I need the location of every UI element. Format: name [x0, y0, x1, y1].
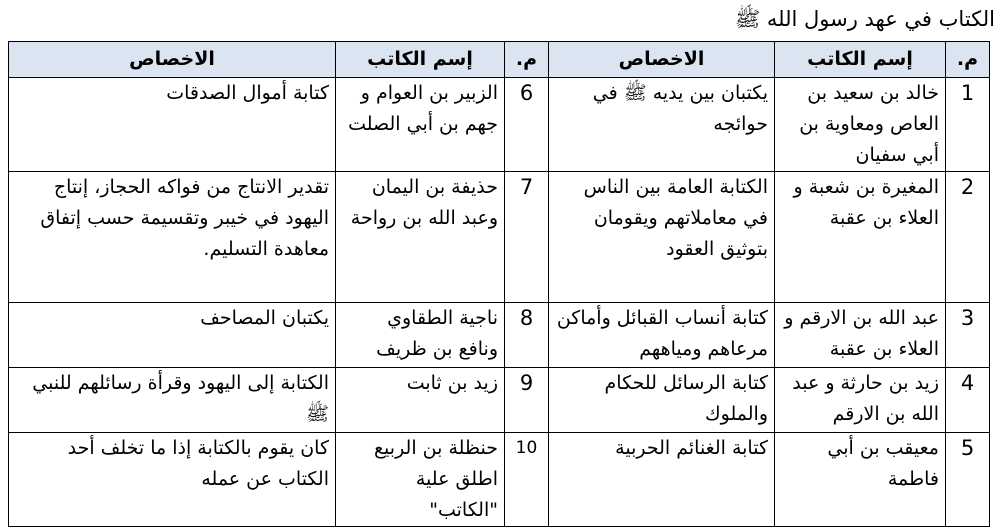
- scribe-specialty: الكتابة العامة بين الناس في معاملاتهم ويقومان بتوثيق العقود: [549, 172, 775, 303]
- scribes-table-container: [8, 41, 989, 527]
- row-number: 1: [946, 78, 990, 172]
- row-number: 5: [946, 433, 990, 527]
- scribe-name: حذيفة بن اليمان وعبد الله بن رواحة: [336, 172, 505, 303]
- scribe-specialty: كتابة الغنائم الحربية: [549, 433, 775, 527]
- header-num-left: م.: [505, 42, 549, 78]
- header-specialty-left: الاخصاص: [9, 42, 336, 78]
- scribe-name: الزبير بن العوام و جهم بن أبي الصلت: [336, 78, 505, 172]
- document-title: الكتاب في عهد رسول الله ﷺ: [734, 7, 995, 31]
- scribe-name: زيد بن ثابت: [336, 368, 505, 433]
- scribe-specialty: الكتابة إلى اليهود وقرأة رسائلهم للنبي ﷺ: [9, 368, 336, 433]
- header-specialty-right: الاخصاص: [549, 42, 775, 78]
- scribe-specialty: كان يقوم بالكتابة إذا ما تخلف أحد الكتاب عن عمله: [9, 433, 336, 527]
- table-row: [9, 433, 990, 527]
- scribe-specialty: كتابة أنساب القبائل وأماكن مرعاهم ومياههم: [549, 303, 775, 368]
- table-header-row: [9, 42, 990, 78]
- scribe-name: خالد بن سعيد بن العاص ومعاوية بن أبي سفيان: [775, 78, 946, 172]
- scribe-specialty: يكتبان المصاحف: [9, 303, 336, 368]
- scribe-specialty: تقدير الانتاج من فواكه الحجاز، إنتاج اليهود في خيبر وتقسيمة حسب إتفاق معاهدة التسليم.: [9, 172, 336, 303]
- table-row: [9, 78, 990, 172]
- scribe-name: معيقب بن أبي فاطمة: [775, 433, 946, 527]
- table-row: [9, 303, 990, 368]
- scribe-specialty: كتابة الرسائل للحكام والملوك: [549, 368, 775, 433]
- table-row: [9, 172, 990, 303]
- scribe-name: زيد بن حارثة و عبد الله بن الارقم: [775, 368, 946, 433]
- row-number: 10: [505, 433, 549, 527]
- row-number: 9: [505, 368, 549, 433]
- scribe-name: ناجية الطقاوي ونافع بن ظريف: [336, 303, 505, 368]
- row-number: 3: [946, 303, 990, 368]
- header-scribe-right: إسم الكاتب: [775, 42, 946, 78]
- header-num-right: م.: [946, 42, 990, 78]
- row-number: 7: [505, 172, 549, 303]
- row-number: 4: [946, 368, 990, 433]
- scribes-table: [8, 41, 990, 527]
- table-row: [9, 368, 990, 433]
- scribe-specialty: يكتبان بين يديه ﷺ في حوائجه: [549, 78, 775, 172]
- row-number: 2: [946, 172, 990, 303]
- row-number: 6: [505, 78, 549, 172]
- scribe-name: عبد الله بن الارقم و العلاء بن عقبة: [775, 303, 946, 368]
- scribe-name: حنظلة بن الربيع اطلق علية "الكاتب": [336, 433, 505, 527]
- header-scribe-left: إسم الكاتب: [336, 42, 505, 78]
- row-number: 8: [505, 303, 549, 368]
- scribe-name: المغيرة بن شعبة و العلاء بن عقبة: [775, 172, 946, 303]
- scribe-specialty: كتابة أموال الصدقات: [9, 78, 336, 172]
